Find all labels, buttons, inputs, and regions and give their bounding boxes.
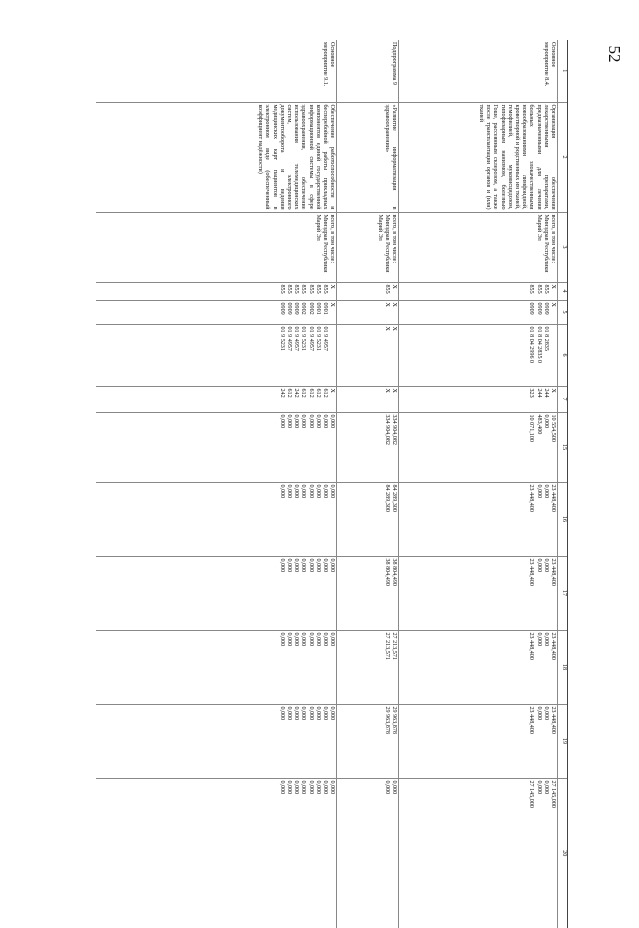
row-code: Основное мероприятие 8.4. [399, 40, 558, 102]
vr-cell [399, 386, 558, 412]
cell-line: X [391, 388, 398, 393]
cell-line: 84 289,300 [384, 484, 391, 512]
cell-line: 0,000 [535, 558, 542, 573]
cell-line: 0,000 [314, 780, 321, 795]
cell-line: 0,000 [307, 780, 314, 795]
cell-line: 0,000 [542, 632, 549, 647]
value-col-15 [96, 412, 337, 482]
value-col-19 [96, 704, 337, 778]
value-col-16 [337, 482, 399, 556]
vr-cell [337, 386, 399, 412]
cell-line: 01 9 4957 [286, 326, 293, 351]
rzpr-cell [96, 300, 337, 324]
cell-line: 0,000 [293, 632, 300, 647]
cell-line: 0,000 [293, 414, 300, 429]
value-col-16 [96, 482, 337, 556]
cell-line: 855 [528, 284, 535, 294]
value-col-18 [96, 630, 337, 704]
cell-line: 0,000 [314, 632, 321, 647]
cell-line [285, 215, 292, 280]
executor-cell [399, 212, 558, 282]
cell-line: 0902 [307, 302, 314, 315]
cell-line: 612 [307, 388, 314, 398]
cell-line [271, 215, 278, 280]
cell-line: всего, в том числе: [549, 214, 556, 264]
executor-cell [96, 212, 337, 282]
cell-line: 855 [307, 284, 314, 294]
vr-cell [96, 386, 337, 412]
cell-line: 855 [286, 284, 293, 294]
column-number: 17 [557, 556, 567, 630]
cell-line: 0,000 [293, 706, 300, 721]
cell-line: 0,000 [314, 414, 321, 429]
cell-line: 0,000 [322, 706, 329, 721]
cell-line: 01 9 5231 [300, 326, 307, 351]
row-description: Организация обеспечения лекарственными препаратами, предназначенными для лечения больных злокачественными новообразованиями лимфоидной, кроветворной и родственных им тканей, гемофилией, муковисцидозом, гипофизарным нанизмом, болезнью Гоше, рассеянным склерозом, а также после трансплантации органов и (или) тканей [399, 102, 558, 212]
cell-line: X [384, 326, 391, 331]
rzpr-cell [399, 300, 558, 324]
cell-line [328, 327, 335, 384]
cell-line: 10 554,500 [549, 414, 556, 442]
column-number: 3 [557, 212, 567, 282]
cell-line: 23 448,400 [528, 632, 535, 660]
cell-line: 0,000 [329, 414, 336, 429]
cell-line: 27 213,571 [391, 632, 398, 660]
csr-cell [96, 324, 337, 386]
cell-line: 0,000 [278, 558, 285, 573]
cell-line: 0,000 [535, 780, 542, 795]
cell-line: 0,000 [542, 484, 549, 499]
column-number: 1 [557, 40, 567, 102]
cell-line: 01 8 04 2996 0 [528, 326, 535, 364]
cell-line: 0,000 [542, 414, 549, 429]
column-number: 15 [557, 412, 567, 482]
cell-line [520, 215, 527, 280]
cell-line: всего, в том числе: [391, 214, 398, 264]
value-col-17 [337, 556, 399, 630]
cell-line: 0,000 [286, 706, 293, 721]
cell-line: 23 448,400 [549, 558, 556, 586]
cell-line: 0,000 [286, 780, 293, 795]
cell-line: 01 9 4957 [293, 326, 300, 351]
cell-line: 0,000 [286, 632, 293, 647]
cell-line: 0909 [278, 302, 285, 315]
value-col-18 [399, 630, 558, 704]
cell-line: 0,000 [329, 558, 336, 573]
table-row [399, 40, 558, 928]
cell-line [278, 215, 285, 280]
cell-line: 0,000 [278, 632, 285, 647]
cell-line: 10 071,100 [528, 414, 535, 442]
cell-line: 0,000 [278, 780, 285, 795]
cell-line: X [391, 284, 398, 289]
cell-line: 855 [384, 284, 391, 294]
cell-line: X [329, 388, 336, 393]
cell-line: X [391, 326, 398, 331]
cell-line: 0,000 [322, 632, 329, 647]
cell-line: 0,000 [307, 414, 314, 429]
cell-line: 612 [322, 388, 329, 398]
cell-line: 0,000 [329, 484, 336, 499]
cell-line: 323 [528, 388, 535, 398]
cell-line: 84 289,300 [391, 484, 398, 512]
cell-line: 27 145,000 [549, 780, 556, 808]
cell-line: Минздрав Республики Марий Эл [314, 214, 329, 273]
cell-line: 0,000 [307, 632, 314, 647]
cell-line: 612 [314, 388, 321, 398]
cell-line: 23 448,400 [549, 484, 556, 512]
cell-line: 29 963,878 [384, 706, 391, 734]
column-number: 2 [557, 102, 567, 212]
cell-line: 0,000 [329, 780, 336, 795]
value-col-18 [337, 630, 399, 704]
cell-line: 0,000 [300, 706, 307, 721]
column-number: 18 [557, 630, 567, 704]
cell-line: 23 448,400 [528, 484, 535, 512]
cell-line [299, 215, 306, 280]
cell-line: 0901 [314, 302, 321, 315]
cell-line: 242 [293, 388, 300, 398]
cell-line: 0,000 [384, 780, 391, 795]
value-col-16 [399, 482, 558, 556]
cell-line: 0,000 [300, 632, 307, 647]
cell-line: 0,000 [314, 706, 321, 721]
cell-line: 0,000 [278, 484, 285, 499]
csr-cell [399, 324, 558, 386]
cell-line: 0,000 [322, 414, 329, 429]
cell-line: 0,000 [322, 780, 329, 795]
cell-line: Минздрав Республики Марий Эл [377, 214, 391, 273]
cell-line: 23 448,400 [528, 558, 535, 586]
cell-line: 855 [278, 284, 285, 294]
cell-line: 0,000 [542, 558, 549, 573]
cell-line: 0901 [322, 302, 329, 315]
page-number: 52 [605, 45, 624, 63]
cell-line: 334 904,082 [384, 414, 391, 445]
column-number-row [557, 40, 567, 928]
value-col-19 [399, 704, 558, 778]
cell-line: X [391, 302, 398, 307]
cell-line: 01 9 5231 [314, 326, 321, 351]
cell-line: 855 [293, 284, 300, 294]
cell-line: X [549, 302, 556, 307]
cell-line: X [549, 388, 556, 393]
cell-line: 23 448,400 [549, 706, 556, 734]
cell-line: 0902 [300, 302, 307, 315]
value-col-17 [96, 556, 337, 630]
value-col-20 [96, 778, 337, 928]
column-number: 4 [557, 282, 567, 300]
cell-line [292, 215, 299, 280]
cell-line: 0,000 [314, 558, 321, 573]
cell-line: 855 [542, 284, 549, 294]
cell-line: 855 [535, 284, 542, 294]
row-code: Основное мероприятие 9.1. [322, 42, 336, 87]
cell-line: 38 804,490 [384, 558, 391, 586]
cell-line: 01 9 4957 [307, 326, 314, 351]
grbs-cell [337, 282, 399, 300]
column-number: 16 [557, 482, 567, 556]
column-number: 7 [557, 386, 567, 412]
cell-line: 0,000 [293, 484, 300, 499]
value-col-17 [399, 556, 558, 630]
cell-line: 855 [314, 284, 321, 294]
value-col-20 [337, 778, 399, 928]
cell-line: 01 9 4957 [322, 326, 329, 351]
cell-line: 0909 [293, 302, 300, 315]
cell-line: 38 804,490 [391, 558, 398, 586]
column-number: 20 [557, 778, 567, 928]
cell-line: 01 9 5231 [278, 326, 285, 351]
table-row [337, 40, 399, 928]
row-description: «Развитие информатизации в здравоохранении» [337, 102, 399, 212]
cell-line: 0909 [286, 302, 293, 315]
row-code: Подпрограмма 9 [337, 40, 399, 102]
cell-line: 483,400 [535, 414, 542, 435]
cell-line: 0,000 [293, 558, 300, 573]
cell-line: 0909 [535, 302, 542, 315]
cell-line: 0,000 [307, 558, 314, 573]
cell-line: 0,000 [542, 706, 549, 721]
cell-line: 244 [542, 388, 549, 398]
cell-line: 334 904,082 [391, 414, 398, 445]
value-col-20 [399, 778, 558, 928]
cell-line: 23 448,400 [528, 706, 535, 734]
cell-line: 0,000 [286, 484, 293, 499]
column-number: 6 [557, 324, 567, 386]
value-col-15 [337, 412, 399, 482]
cell-line: 0,000 [307, 484, 314, 499]
cell-line: 612 [300, 388, 307, 398]
row-description: Обеспечение работоспособности и бесперебойной работы прикладных компонентов единой государственной информационной системы в сфере здравоохранения, обеспечение использования телемедицинских систем, электронного документооборота и ведения медицинских карт пациентов в электронном виде (обеспеченный коэффициент надёжности) [96, 102, 337, 212]
cell-line: 0,000 [300, 780, 307, 795]
cell-line: 0,000 [300, 558, 307, 573]
cell-line [306, 215, 313, 280]
cell-line: X [549, 284, 556, 289]
cell-line: X [329, 284, 336, 289]
cell-line: 0,000 [329, 706, 336, 721]
grbs-cell [399, 282, 558, 300]
cell-line: 242 [278, 388, 285, 398]
rzpr-cell [337, 300, 399, 324]
cell-line: 0909 [542, 302, 549, 315]
cell-line: 0,000 [314, 484, 321, 499]
cell-line: 23 448,400 [549, 632, 556, 660]
budget-table-rotated [96, 40, 568, 928]
cell-line: 0,000 [278, 414, 285, 429]
value-col-15 [399, 412, 558, 482]
cell-line: 855 [300, 284, 307, 294]
cell-line: всего, в том числе: [329, 214, 336, 264]
cell-line: 0,000 [307, 706, 314, 721]
grbs-cell [96, 282, 337, 300]
cell-line: 0,000 [286, 414, 293, 429]
cell-line: 27 145,000 [528, 780, 535, 808]
cell-line: 0,000 [286, 558, 293, 573]
cell-line: 612 [286, 388, 293, 398]
cell-line: 244 [535, 388, 542, 398]
cell-line: 27 213,571 [384, 632, 391, 660]
cell-line: 0,000 [300, 414, 307, 429]
cell-line [527, 215, 534, 280]
value-col-19 [337, 704, 399, 778]
cell-line: 0,000 [542, 780, 549, 795]
cell-line: X [384, 388, 391, 393]
cell-line: 0,000 [300, 484, 307, 499]
cell-line: 855 [322, 284, 329, 294]
column-number: 19 [557, 704, 567, 778]
cell-line: 0,000 [322, 484, 329, 499]
csr-cell [337, 324, 399, 386]
cell-line [549, 327, 556, 384]
cell-line: 01 8 04 2835 0 [535, 326, 542, 364]
budget-table [96, 40, 568, 928]
cell-line: 29 963,878 [391, 706, 398, 734]
cell-line: 0,000 [278, 706, 285, 721]
cell-line: 0,000 [322, 558, 329, 573]
cell-line: 0909 [528, 302, 535, 315]
cell-line: 0,000 [535, 484, 542, 499]
cell-line: Минздрав Республики Марий Эл [535, 214, 549, 273]
cell-line: 0,000 [535, 706, 542, 721]
column-number: 5 [557, 300, 567, 324]
cell-line: X [329, 302, 336, 307]
cell-line: X [384, 302, 391, 307]
cell-line: 0,000 [391, 780, 398, 795]
cell-line: 01 8 2835 [542, 326, 549, 351]
executor-cell [337, 212, 399, 282]
cell-line: 0,000 [293, 780, 300, 795]
cell-line: 0,000 [329, 632, 336, 647]
table-row [96, 40, 337, 928]
cell-line: 0,000 [535, 632, 542, 647]
